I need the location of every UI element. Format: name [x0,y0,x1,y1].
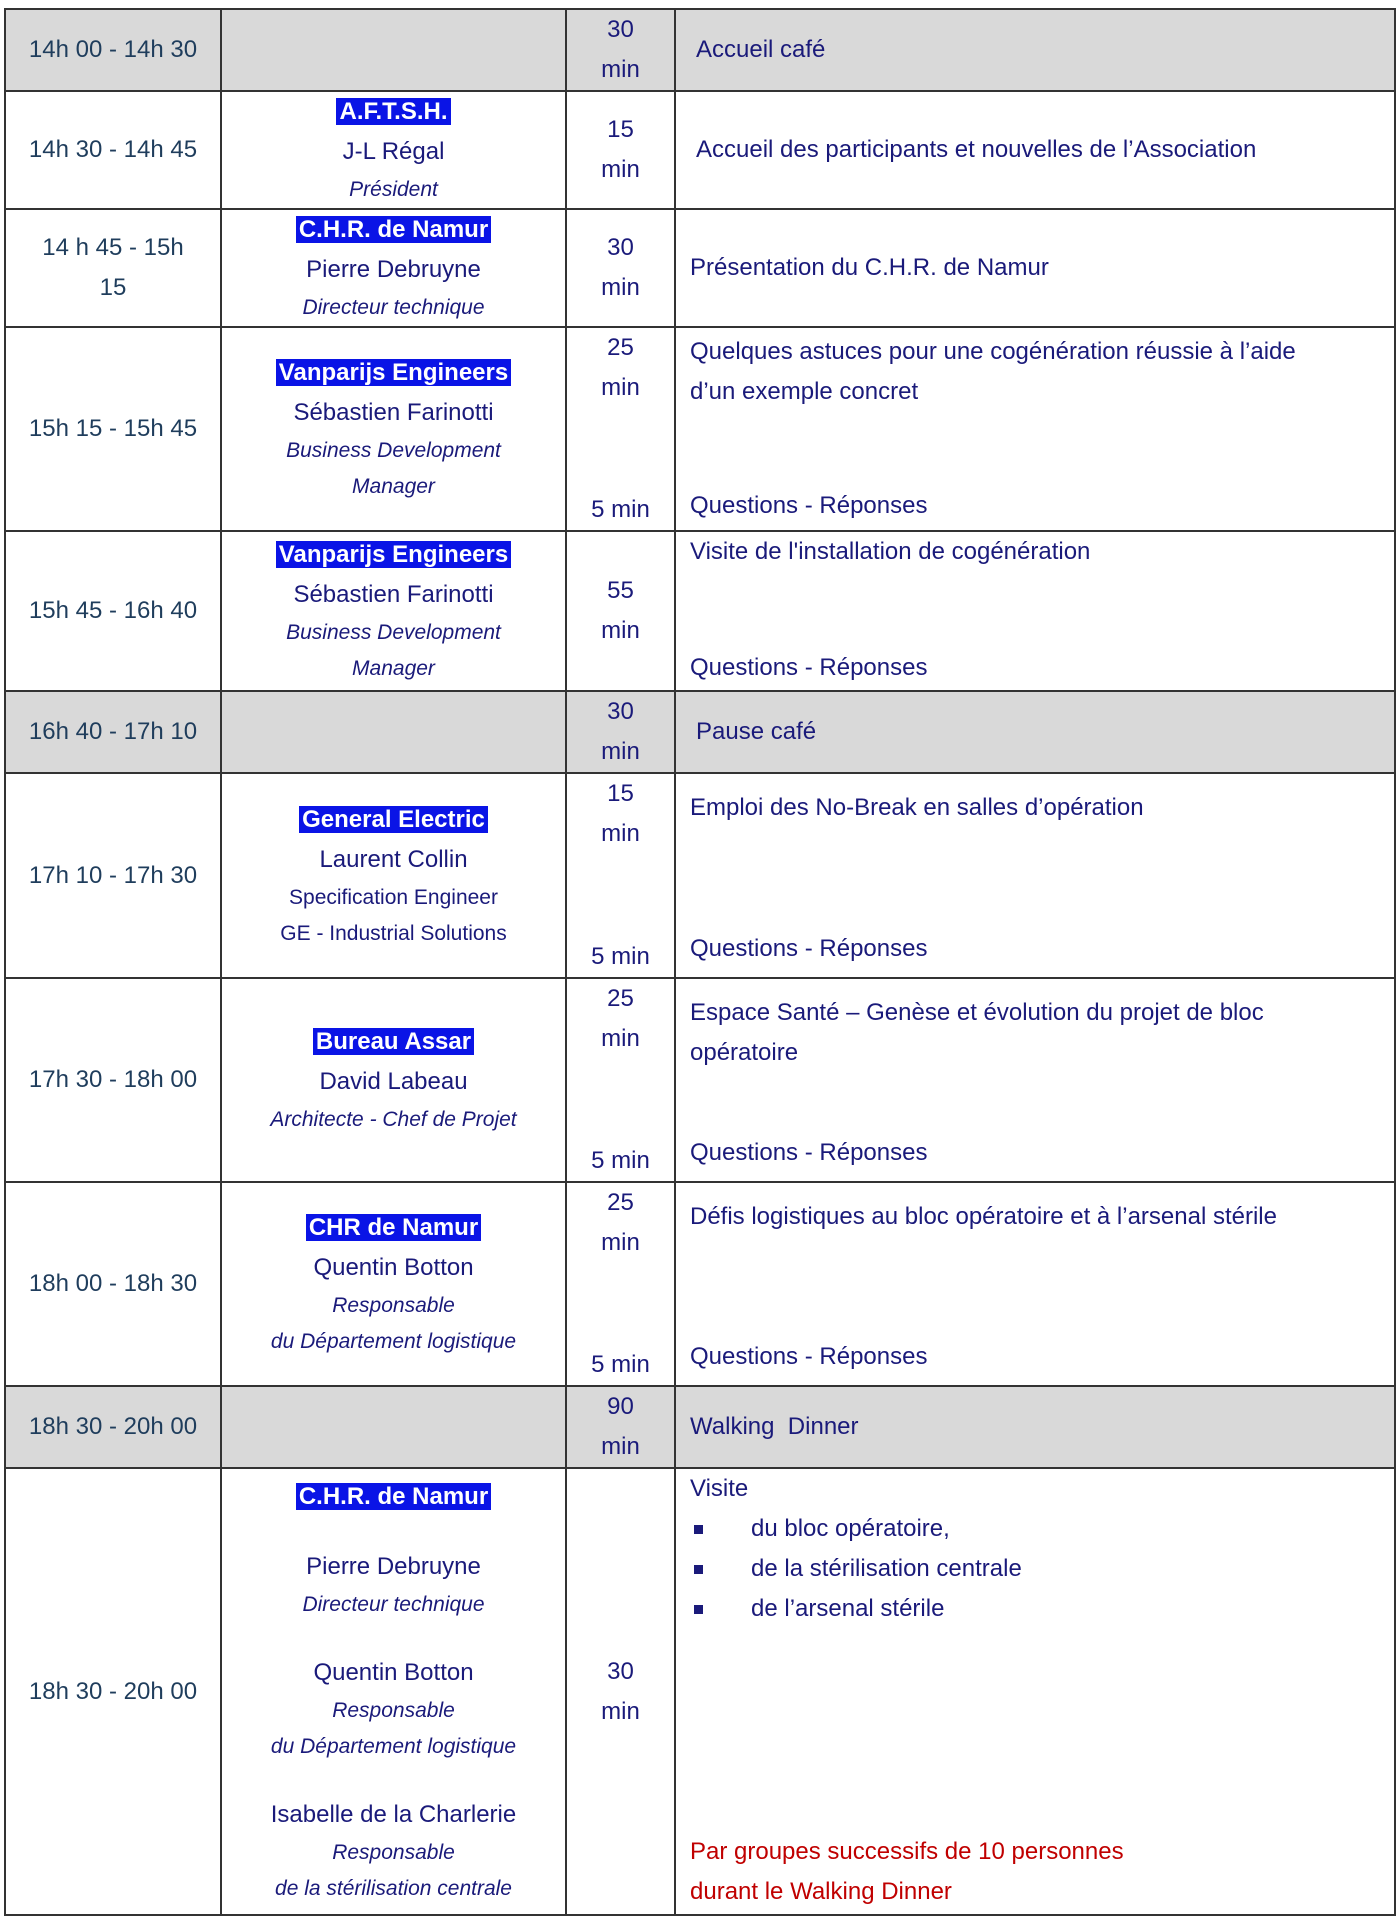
topic-cell [675,1468,1395,1915]
organization-badge: CHR de Namur [306,1214,481,1241]
time-line: 14 h 45 - 15h [42,234,184,261]
topic-cell [675,9,1395,91]
speaker-role: Business Development [286,439,501,462]
time-cell: 18h 30 - 20h 00 [5,1468,221,1915]
duration-unit: min [601,1697,640,1725]
speaker-role: GE - Industrial Solutions [280,921,507,945]
bullet-item [690,1589,1394,1629]
agenda-row [5,209,1395,327]
speaker-name: Isabelle de la Charlerie [270,1800,517,1828]
topic-line: opératoire [690,1039,799,1066]
topic: Accueil des participants et nouvelles de l’Association [696,136,1257,163]
speaker-role: Architecte - Chef de Projet [270,1108,517,1131]
duration-unit: min [601,1025,640,1052]
speaker-role: Directeur technique [302,1592,485,1616]
agenda-row [5,9,1395,91]
time-cell: 14h 00 - 14h 30 [5,9,221,91]
duration-cell [566,1386,675,1468]
duration-unit: min [601,56,640,83]
qa-duration: 5 min [591,1147,650,1174]
duration-unit: min [601,617,640,644]
speaker-cell [221,9,566,91]
duration-cell [566,691,675,773]
duration-value: 90 [607,1393,634,1420]
speaker-cell [221,1182,566,1386]
bullet-item [690,1509,1394,1549]
time-cell: 15h 15 - 15h 45 [5,327,221,531]
bullet-text: du bloc opératoire, [751,1515,950,1542]
qa-label: Questions - Réponses [690,1139,928,1166]
organization-badge: C.H.R. de Namur [296,216,491,243]
duration-cell [566,978,675,1182]
qa-label: Questions - Réponses [690,492,928,519]
topic-cell [675,691,1395,773]
topic-line: d’un exemple concret [690,378,919,405]
speaker-role: Responsable [332,1294,455,1317]
speaker-name: J-L Régal [342,138,445,165]
agenda-row [5,1468,1395,1915]
speaker-role: de la stérilisation centrale [275,1876,512,1900]
agenda-row [5,91,1395,209]
speaker-cell [221,209,566,327]
organization-badge: A.F.T.S.H. [336,98,450,125]
speaker-cell [221,531,566,691]
topic-cell: Présentation du C.H.R. de Namur [675,209,1395,327]
organization-badge: Bureau Assar [313,1028,474,1055]
speaker-role: Responsable [332,1698,455,1722]
duration-cell [566,209,675,327]
speaker-role: Responsable [332,1840,455,1864]
duration-cell [566,773,675,978]
bullet-text: de la stérilisation centrale [751,1555,1022,1582]
speaker-role: Manager [352,657,435,680]
duration-unit: min [601,374,640,401]
qa-duration: 5 min [591,496,650,523]
square-bullet-icon [694,1565,703,1574]
time-cell: 18h 30 - 20h 00 [5,1386,221,1468]
speaker-name: Sébastien Farinotti [293,581,494,608]
qa-duration: 5 min [591,1351,650,1378]
topic-cell [675,91,1395,209]
time-cell: 16h 40 - 17h 10 [5,691,221,773]
duration-cell [566,531,675,691]
topic: Visite de l'installation de cogénération [690,538,1091,565]
qa-label: Questions - Réponses [690,935,928,962]
speaker-role: Business Development [286,621,501,644]
speaker-role: Directeur technique [302,296,485,319]
speaker-role: du Département logistique [270,1330,517,1353]
bullet-item [690,1549,1394,1589]
duration-cell [566,91,675,209]
speaker-name: Laurent Collin [319,845,468,873]
duration-unit: min [601,1433,640,1460]
agenda-row [5,531,1395,691]
duration-value: 25 [607,985,634,1012]
qa-label: Questions - Réponses [690,1343,928,1370]
topic-cell [675,773,1395,978]
qa-duration: 5 min [591,943,650,970]
time-cell [5,209,221,327]
topic-cell [675,978,1395,1182]
topic: Accueil café [696,36,826,63]
speaker-role: Specification Engineer [289,885,498,909]
duration-unit: min [601,1229,640,1256]
organization-badge: C.H.R. de Namur [296,1483,491,1510]
time-line: 15 [99,274,127,301]
speaker-role: Manager [352,475,435,498]
topic: Emploi des No-Break en salles d’opération [690,794,1144,821]
agenda-table [4,8,1396,1916]
agenda-row [5,1386,1395,1468]
time-cell: 15h 45 - 16h 40 [5,531,221,691]
duration-unit: min [601,156,640,183]
bullet-text: de l’arsenal stérile [751,1595,945,1622]
duration-value: 15 [607,780,634,807]
speaker-name: Pierre Debruyne [306,256,481,283]
duration-value: 30 [607,234,634,261]
speaker-cell [221,691,566,773]
square-bullet-icon [694,1525,703,1534]
duration-value: 30 [607,16,634,43]
duration-value: 30 [607,698,634,725]
duration-unit: min [601,820,640,847]
duration-cell [566,1468,675,1915]
speaker-name: Quentin Botton [313,1658,474,1686]
speaker-cell [221,773,566,978]
speaker-name: David Labeau [319,1068,468,1095]
duration-value: 55 [607,577,634,604]
topic: Défis logistiques au bloc opératoire et à l’arsenal stérile [690,1203,1277,1230]
topic-line: Quelques astuces pour une cogénération réussie à l’aide [690,338,1296,365]
duration-unit: min [601,738,640,765]
time-cell: 17h 30 - 18h 00 [5,978,221,1182]
duration-cell [566,9,675,91]
speaker-role: Président [349,178,438,201]
topic: Pause café [696,718,817,745]
duration-value: 25 [607,1189,634,1216]
speaker-cell [221,978,566,1182]
duration-cell [566,327,675,531]
topic-cell [675,531,1395,691]
agenda-row [5,1182,1395,1386]
time-cell: 18h 00 - 18h 30 [5,1182,221,1386]
duration-value: 15 [607,116,634,143]
speaker-name: Pierre Debruyne [306,1552,481,1580]
speaker-cell [221,1468,566,1915]
duration-value: 25 [607,334,634,361]
speaker-role: du Département logistique [270,1734,517,1758]
topic-cell [675,327,1395,531]
note-line: Par groupes successifs de 10 personnes [690,1838,1124,1865]
qa-label: Questions - Réponses [690,654,928,681]
speaker-name: Quentin Botton [313,1254,474,1281]
note-line: durant le Walking Dinner [690,1878,952,1905]
agenda-row [5,978,1395,1182]
agenda-row [5,773,1395,978]
topic-line: Espace Santé – Genèse et évolution du projet de bloc [690,999,1264,1026]
square-bullet-icon [694,1605,703,1614]
organization-badge: Vanparijs Engineers [276,541,511,568]
note [690,1832,1394,1912]
time-cell: 17h 10 - 17h 30 [5,773,221,978]
topic: Visite [690,1475,749,1502]
speaker-name: Sébastien Farinotti [293,399,494,426]
topic-cell: Walking Dinner [675,1386,1395,1468]
speaker-cell [221,1386,566,1468]
organization-badge: Vanparijs Engineers [276,359,511,386]
agenda-row [5,327,1395,531]
duration-cell [566,1182,675,1386]
speaker-cell [221,91,566,209]
speaker-cell [221,327,566,531]
organization-badge: General Electric [299,806,488,833]
time-cell: 14h 30 - 14h 45 [5,91,221,209]
agenda-row [5,691,1395,773]
duration-value: 30 [607,1657,634,1685]
duration-unit: min [601,274,640,301]
topic-cell [675,1182,1395,1386]
